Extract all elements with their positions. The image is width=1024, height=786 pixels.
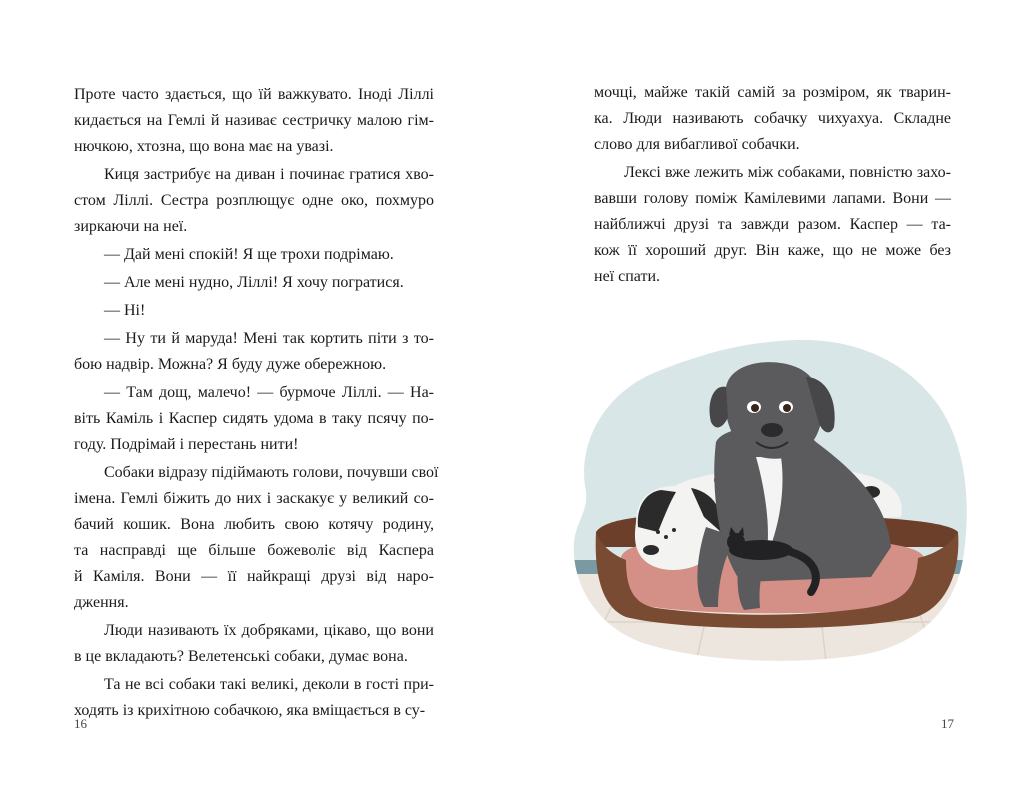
right-page-text	[594, 80, 951, 290]
text-line: — Ну ти й маруда! Мені так кортить піти з то-	[104, 330, 434, 347]
text-line: найближчі друзі та завжди разом. Каспер — та-	[594, 216, 951, 233]
text-line: ка. Люди називають собачку чихуахуа. Складне	[594, 110, 951, 127]
paragraph	[74, 380, 434, 458]
text-line: бачий кошик. Вона любить свою котячу родину,	[74, 516, 434, 533]
left-page-text	[74, 82, 439, 724]
paragraph	[74, 460, 439, 616]
text-line: мочці, майже такій самій за розміром, як тварин-	[594, 84, 951, 101]
text-line: Проте часто здається, що їй важкувато. Іноді Ліллі	[74, 86, 434, 103]
text-line: ходять із крихітною собачкою, яка вміщається в су-	[74, 702, 426, 719]
dogs-in-basket-illustration	[566, 332, 974, 662]
text-line: Люди називають їх добряками, цікаво, що вони	[104, 622, 434, 639]
paragraph	[74, 672, 434, 724]
text-line: імена. Гемлі біжить до них і заскакує у великий со-	[74, 490, 434, 507]
text-line: вавши голову поміж Камілевими лапами. Вони —	[594, 190, 951, 207]
text-line: та насправді ще більше божеволіє від Каспера	[74, 542, 434, 559]
text-line: неї спати.	[594, 268, 661, 285]
text-line: — Ні!	[104, 302, 146, 319]
page-number-left: 16	[74, 716, 87, 731]
paragraph	[594, 160, 951, 290]
text-line: й Каміля. Вони — її найкращі друзі від наро-	[74, 568, 434, 585]
paragraph	[74, 242, 434, 268]
paragraph	[74, 82, 434, 160]
paragraph	[74, 270, 434, 296]
paragraph	[74, 326, 434, 378]
paragraph	[74, 298, 434, 324]
text-line: кидається на Гемлі й називає сестричку малою гім-	[74, 112, 434, 129]
text-line: Та не всі собаки такі великі, деколи в гості при-	[104, 676, 434, 693]
text-line: дження.	[74, 594, 129, 611]
text-line: нючкою, хтозна, що вона має на увазі.	[74, 138, 334, 155]
text-line: году. Подрімай і перестань нити!	[74, 436, 299, 453]
paragraph	[74, 162, 434, 240]
text-line: слово для вибагливої собачки.	[594, 136, 800, 153]
text-line: бою надвір. Можна? Я буду дуже обережною.	[74, 356, 387, 373]
text-line: зиркаючи на неї.	[74, 218, 188, 235]
text-line: в це вкладають? Велетенські собаки, думає вона.	[74, 648, 408, 665]
paragraph	[594, 80, 951, 158]
text-line: стом Ліллі. Сестра розплющує одне око, похмуро	[74, 192, 434, 209]
text-line: кож її хороший друг. Він каже, що не може без	[594, 242, 951, 259]
paragraph	[74, 618, 434, 670]
text-line: — Там дощ, малечо! — бурмоче Ліллі. — На-	[104, 384, 434, 401]
text-line: віть Каміль і Каспер сидять удома в таку псячу по-	[74, 410, 434, 427]
text-line: Киця застрибує на диван і починає гратися хво-	[104, 166, 434, 183]
text-line: — Дай мені спокій! Я ще трохи подрімаю.	[104, 246, 394, 263]
page-number-right: 17	[941, 716, 954, 731]
text-line: Лексі вже лежить між собаками, повністю захо-	[624, 164, 951, 181]
text-line: Собаки відразу підіймають голови, почувши свої	[104, 464, 439, 481]
text-line: — Але мені нудно, Ліллі! Я хочу погратися.	[104, 274, 404, 291]
